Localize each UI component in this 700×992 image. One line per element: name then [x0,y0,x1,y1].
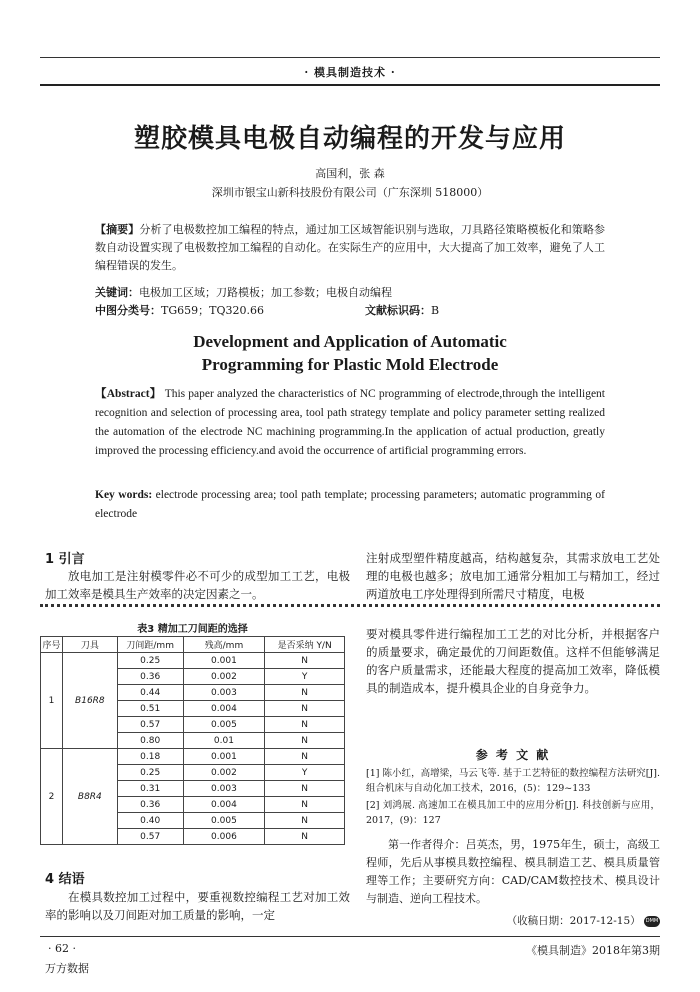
table-cell: 0.003 [183,781,265,797]
author-bio: 第一作者得介：吕英杰，男，1975年生，硕士，高级工程师，先后从事模具数控编程、模具制造工艺、模具质量管理等工作；主要研究方向：CAD/CAM数控技术、模具设计与制造、逆向工程技术。 [366,838,660,905]
section-heading-intro: 1 引言 [45,552,85,567]
table-cell: 0.01 [183,733,265,749]
clc-label: 中图分类号： [95,304,161,317]
table-caption: 表3 精加工刀间距的选择 [137,624,248,635]
table-cell: Y [265,669,345,685]
table-row [41,749,345,765]
section-heading-conclusion: 4 结语 [45,872,85,887]
keywords-cn-text: 电极加工区域；刀路模板；加工参数；电极自动编程 [139,286,392,299]
received-date-line [400,912,660,930]
table-cell: 0.004 [183,701,265,717]
journal-logo-badge: DMM [644,916,660,927]
paper-affiliation: 深圳市银宝山新科技股份有限公司（广东深圳 518000） [211,186,489,199]
received-date: （收稿日期：2017-12-15） [506,915,641,927]
table-cell: 0.001 [183,653,265,669]
english-title-line-2: Programming for Plastic Mold Electrode [201,355,499,374]
table-cell: 0.006 [183,829,265,845]
journal-section-header: · 模具制造技术 · [304,66,396,79]
reference-item: [1] 陈小红，高增梁，马云飞等. 基于工艺特征的数控编程方法研究[J]. 组合机床与自动化加工技术，2016，(5)：129~133 [366,768,660,794]
abstract-cn-label: 【摘要】 [95,223,140,236]
table-cell: N [265,797,345,813]
keywords-cn [95,284,605,302]
keywords-en [95,486,605,524]
reference-item: [2] 刘鸿展. 高速加工在模具加工中的应用分析[J]. 科技创新与应用，2017，(9)：127 [366,800,660,826]
footer-rule [40,936,660,937]
table-header-row [41,637,345,653]
table-cell: N [265,733,345,749]
header-rule-top [40,57,660,58]
table-cell: N [265,685,345,701]
table-cell: 0.80 [117,733,183,749]
abstract-cn-text: 分析了电极数控加工编程的特点，通过加工区域智能识别与选取，刀具路径策略模板化和策略参数自动设置实现了电极数控加工编程的自动化。在实际生产的应用中，大大提高了加工效率，避免了人工编程错误的发生。 [95,223,606,272]
abstract-en [95,385,605,461]
abstract-en-text: This paper analyzed the characteristics of NC programming of electrode,through the intelligent recognition and selection of processing area, tool path strategy template and policy parameter setting realized the automation of the electrode NC machining programming.In the application of actual production, greatly improved the processing efficiency.and avoid the occurrence of artificial programming errors. [95,388,606,457]
keywords-cn-label: 关键词： [95,286,139,299]
table-header-cell: 刀间距/mm [117,637,183,653]
table-cell: 0.57 [117,717,183,733]
table-cell: 0.005 [183,813,265,829]
table-cell: 0.36 [117,797,183,813]
abstract-cn [95,221,605,275]
paper-authors: 高国利，张 森 [315,167,385,180]
page-number: · 62 · [48,942,76,955]
intro-paragraph: 放电加工是注射模零件必不可少的成型加工工艺，电极加工效率是模具生产效率的决定因素之一。 [45,569,350,601]
table-cell: Y [265,765,345,781]
watermark-text: 万方数据 [45,962,89,975]
dotted-separator [40,604,660,611]
abstract-en-label: 【Abstract】 [95,388,162,400]
table-cell: 0.31 [117,781,183,797]
right-paragraph: 要对模具零件进行编程加工工艺的对比分析，并根据客户的质量要求，确定最优的刀间距数值。这样不但能够满足的客户质量需求，还能最大程度的提高加工效率，降低模具的制造成本，提升模具企业的自身竞争力。 [366,627,660,695]
table-cell: 0.18 [117,749,183,765]
doc-code-label: 文献标识码： [365,304,431,317]
table-cell: 0.25 [117,653,183,669]
table-cell: N [265,829,345,845]
table-cell: 0.40 [117,813,183,829]
english-title-line-1: Development and Application of Automatic [193,332,507,351]
table-cell: 0.005 [183,717,265,733]
group-tool: B16R8 [62,653,117,749]
conclusion-paragraph: 在模具数控加工过程中，要重视数控编程工艺对加工效率的影响以及刀间距对加工质量的影响，一定 [45,890,350,922]
table-header-cell: 刀具 [62,637,117,653]
table-cell: 0.003 [183,685,265,701]
table-cell: N [265,813,345,829]
intro-paragraph-right: 注射成型塑件精度越高，结构越复杂，其需求放电工艺处理的电极也越多；放电加工通常分粗加工与精加工，经过两道放电工序处理得到所需尺寸精度，电极 [366,551,660,601]
table-cell: 0.36 [117,669,183,685]
table-cell: 0.25 [117,765,183,781]
references-heading: 参 考 文 献 [475,748,551,762]
table-header-cell: 是否采纳 Y/N [265,637,345,653]
header-rule-bottom [40,84,660,86]
keywords-en-label: Key words: [95,489,153,501]
paper-title: 塑胶模具电极自动编程的开发与应用 [133,124,566,154]
doc-code-text: B [431,304,440,317]
group-index: 2 [41,749,63,845]
table-cell: 0.44 [117,685,183,701]
table-cell: 0.004 [183,797,265,813]
table-cell: 0.57 [117,829,183,845]
table-cell: 0.002 [183,765,265,781]
table-cell: 0.002 [183,669,265,685]
clc-number [95,302,355,320]
doc-code [365,302,565,320]
table-header-cell: 残高/mm [183,637,265,653]
table-cell: N [265,781,345,797]
table-cell: 0.51 [117,701,183,717]
clc-text: TG659；TQ320.66 [161,304,264,317]
group-index: 1 [41,653,63,749]
keywords-en-text: electrode processing area; tool path template; processing parameters; automatic programming of electrode [95,489,606,520]
group-tool: B8R4 [62,749,117,845]
table-cell: N [265,749,345,765]
table-cell: N [265,701,345,717]
table-cell: N [265,717,345,733]
table-cell: N [265,653,345,669]
table-row [41,653,345,669]
journal-issue: 《模具制造》2018年第3期 [526,944,660,957]
table-cell: 0.001 [183,749,265,765]
spacing-table [40,636,345,845]
table-header-cell: 序号 [41,637,63,653]
